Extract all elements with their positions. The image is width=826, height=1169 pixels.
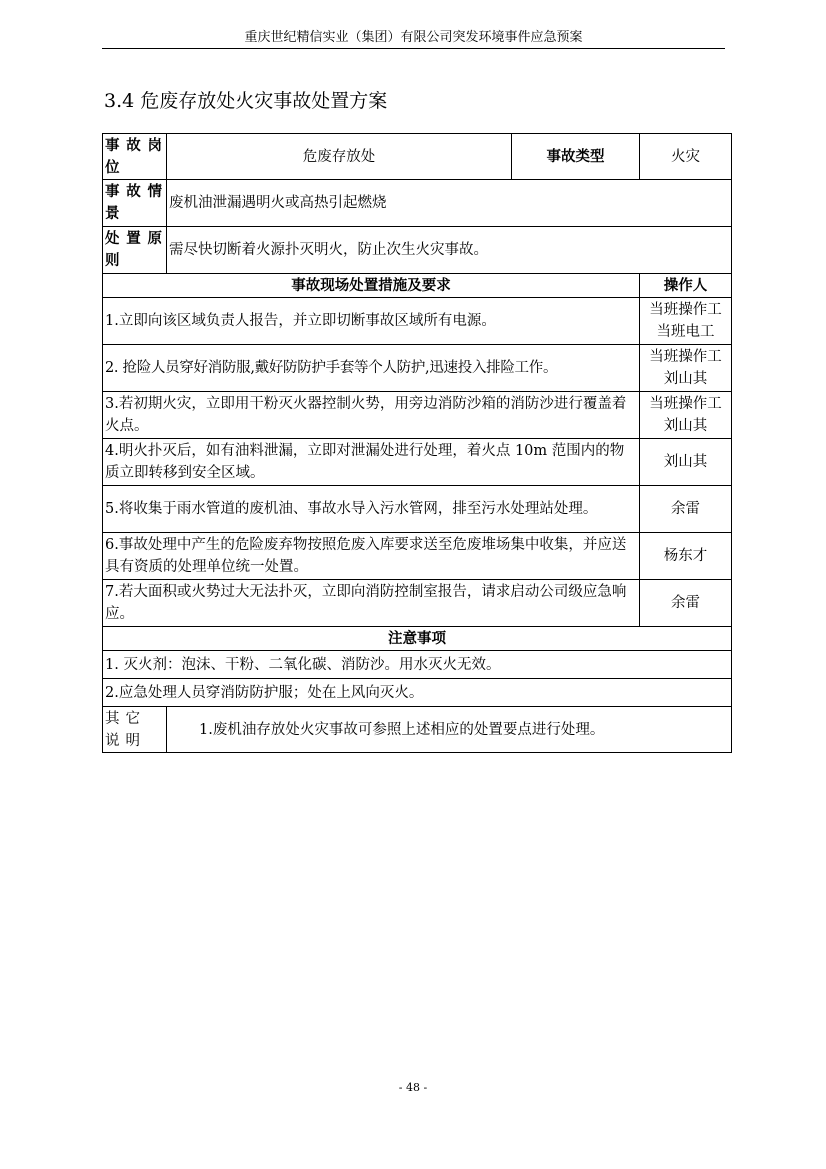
notes-header-row (103, 627, 732, 651)
principle-value: 需尽快切断着火源扑灭明火，防止次生火灾事故。 (167, 227, 732, 274)
notes-header: 注意事项 (103, 627, 732, 651)
measure-row (103, 298, 732, 345)
measure-row (103, 486, 732, 533)
measure-operator: 余雷 (640, 580, 732, 627)
section-title: 3.4 危废存放处火灾事故处置方案 (104, 90, 388, 112)
post-row (103, 134, 732, 180)
situation-row (103, 180, 732, 227)
measure-row (103, 533, 732, 580)
measure-row (103, 392, 732, 439)
document-header: 重庆世纪精信实业（集团）有限公司突发环境事件应急预案 (244, 30, 583, 45)
measure-text: 4.明火扑灭后，如有油料泄漏，立即对泄漏处进行处理，着火点 10m 范围内的物质立即转移到安全区域。 (103, 439, 640, 486)
measure-operator: 当班操作工 刘山其 (640, 392, 732, 439)
post-value: 危废存放处 (167, 134, 512, 180)
measure-text: 5.将收集于雨水管道的废机油、事故水导入污水管网，排至污水处理站处理。 (103, 486, 640, 533)
note-row (103, 651, 732, 679)
measure-operator: 杨东才 (640, 533, 732, 580)
principle-label: 处置原则 (103, 227, 167, 274)
measure-text: 1.立即向该区域负责人报告，并立即切断事故区域所有电源。 (103, 298, 640, 345)
measure-operator: 当班操作工 刘山其 (640, 345, 732, 392)
situation-value: 废机油泄漏遇明火或高热引起燃烧 (167, 180, 732, 227)
other-label: 其它说明 (103, 707, 167, 753)
measure-operator: 余雷 (640, 486, 732, 533)
type-label: 事故类型 (512, 134, 640, 180)
page-number: - 48 - (398, 1081, 428, 1094)
note-row (103, 679, 732, 707)
measure-text: 2. 抢险人员穿好消防服,戴好防防护手套等个人防护,迅速投入排险工作。 (103, 345, 640, 392)
operator-header: 操作人 (640, 274, 732, 298)
measure-operator: 刘山其 (640, 439, 732, 486)
measures-header-row (103, 274, 732, 298)
measure-text: 6.事故处理中产生的危险废弃物按照危废入库要求送至危废堆场集中收集，并应送具有资质的处理单位统一处置。 (103, 533, 640, 580)
post-label: 事故岗位 (103, 134, 167, 180)
type-value: 火灾 (640, 134, 732, 180)
situation-label: 事故情景 (103, 180, 167, 227)
disposal-table (102, 133, 732, 753)
principle-row (103, 227, 732, 274)
measure-row (103, 439, 732, 486)
measure-operator: 当班操作工 当班电工 (640, 298, 732, 345)
note-text: 2.应急处理人员穿消防防护服；处在上风向灭火。 (103, 679, 732, 707)
measure-row (103, 345, 732, 392)
measure-row (103, 580, 732, 627)
other-row (103, 707, 732, 753)
note-text: 1. 灭火剂：泡沫、干粉、二氧化碳、消防沙。用水灭火无效。 (103, 651, 732, 679)
measure-text: 3.若初期火灾，立即用干粉灭火器控制火势，用旁边消防沙箱的消防沙进行覆盖着火点。 (103, 392, 640, 439)
header-rule (102, 48, 725, 49)
other-value: 1.废机油存放处火灾事故可参照上述相应的处置要点进行处理。 (167, 707, 732, 753)
measure-text: 7.若大面积或火势过大无法扑灭，立即向消防控制室报告，请求启动公司级应急响应。 (103, 580, 640, 627)
measures-header: 事故现场处置措施及要求 (103, 274, 640, 298)
